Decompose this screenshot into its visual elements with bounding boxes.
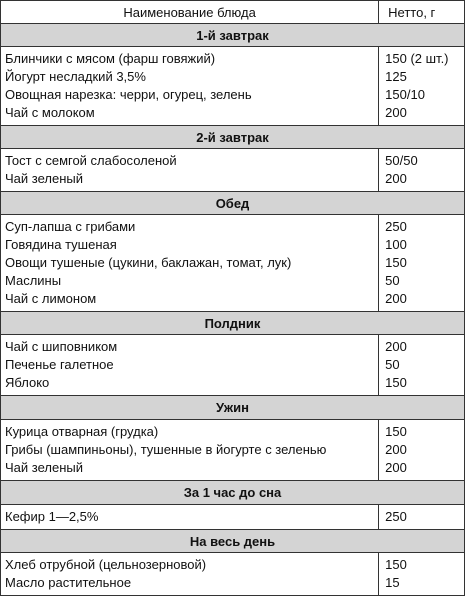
net-weights-cell (379, 420, 465, 481)
dish-net-weight: 15 (385, 575, 400, 590)
table-header-row (1, 1, 465, 24)
dish-net-weight: 50/50 (385, 153, 418, 168)
section-title: 1-й завтрак (1, 24, 465, 47)
dish-name: Кефир 1—2,5% (5, 509, 99, 524)
net-weights-cell (379, 47, 465, 126)
dish-name: Курица отварная (грудка) (5, 424, 159, 439)
dish-names-cell (1, 553, 379, 596)
dish-names-cell (1, 420, 379, 481)
dish-names-cell (1, 335, 379, 396)
dish-net-weight: 150 (385, 255, 407, 270)
section-header-row (1, 192, 465, 215)
section-items-row (1, 335, 465, 396)
dish-net-weight: 150/10 (385, 87, 425, 102)
dish-name: Масло растительное (5, 575, 132, 590)
section-title: На весь день (1, 530, 465, 553)
dish-name: Чай с шиповником (5, 339, 118, 354)
dish-name: Блинчики с мясом (фарш говяжий) (5, 51, 216, 66)
section-header-row (1, 24, 465, 47)
dish-net-weight: 125 (385, 69, 407, 84)
net-weights-cell (379, 505, 465, 530)
dish-net-weight: 200 (385, 171, 407, 186)
dish-name: Печенье галетное (5, 357, 114, 372)
dish-names-cell (1, 47, 379, 126)
section-title: Ужин (1, 396, 465, 420)
dish-name: Чай зеленый (5, 171, 83, 186)
dish-net-weight: 200 (385, 460, 407, 475)
dish-name: Маслины (5, 273, 62, 288)
dish-name: Йогурт несладкий 3,5% (5, 69, 146, 84)
section-header-row (1, 530, 465, 553)
section-header-row (1, 481, 465, 505)
net-weights-cell (379, 553, 465, 596)
dish-net-weight: 200 (385, 442, 407, 457)
dish-names-cell (1, 149, 379, 192)
net-weights-cell (379, 215, 465, 312)
dish-name: Овощная нарезка: черри, огурец, зелень (5, 87, 252, 102)
net-weights-cell (379, 335, 465, 396)
dish-net-weight: 150 (2 шт.) (385, 51, 449, 66)
dish-names-cell (1, 505, 379, 530)
dish-name: Грибы (шампиньоны), тушенные в йогурте с зеленью (5, 442, 327, 457)
header-dish-name: Наименование блюда (1, 1, 379, 24)
section-items-row (1, 149, 465, 192)
net-weights-cell (379, 149, 465, 192)
dish-name: Чай зеленый (5, 460, 83, 475)
dish-net-weight: 250 (385, 509, 407, 524)
dish-net-weight: 50 (385, 273, 400, 288)
section-title: За 1 час до сна (1, 481, 465, 505)
section-header-row (1, 126, 465, 149)
header-net-weight: Нетто, г (379, 1, 465, 24)
section-header-row (1, 396, 465, 420)
section-items-row (1, 47, 465, 126)
dish-name: Овощи тушеные (цукини, баклажан, томат, лук) (5, 255, 292, 270)
dish-name: Тост с семгой слабосоленой (5, 153, 177, 168)
section-title: Обед (1, 192, 465, 215)
section-items-row (1, 215, 465, 312)
dish-net-weight: 150 (385, 375, 407, 390)
section-items-row (1, 553, 465, 596)
dish-name: Суп-лапша с грибами (5, 219, 136, 234)
table-body (1, 24, 465, 596)
dish-name: Говядина тушеная (5, 237, 117, 252)
dish-net-weight: 200 (385, 105, 407, 120)
dish-name: Яблоко (5, 375, 50, 390)
dish-name: Хлеб отрубной (цельнозерновой) (5, 557, 207, 572)
dish-net-weight: 150 (385, 557, 407, 572)
section-title: Полдник (1, 312, 465, 335)
dish-net-weight: 100 (385, 237, 407, 252)
dish-net-weight: 50 (385, 357, 400, 372)
dish-net-weight: 200 (385, 339, 407, 354)
dish-names-cell (1, 215, 379, 312)
dish-net-weight: 200 (385, 291, 407, 306)
section-items-row (1, 420, 465, 481)
section-header-row (1, 312, 465, 335)
section-title: 2-й завтрак (1, 126, 465, 149)
dish-name: Чай с молоком (5, 105, 95, 120)
dish-net-weight: 150 (385, 424, 407, 439)
section-items-row (1, 505, 465, 530)
dish-name: Чай с лимоном (5, 291, 97, 306)
dish-net-weight: 250 (385, 219, 407, 234)
